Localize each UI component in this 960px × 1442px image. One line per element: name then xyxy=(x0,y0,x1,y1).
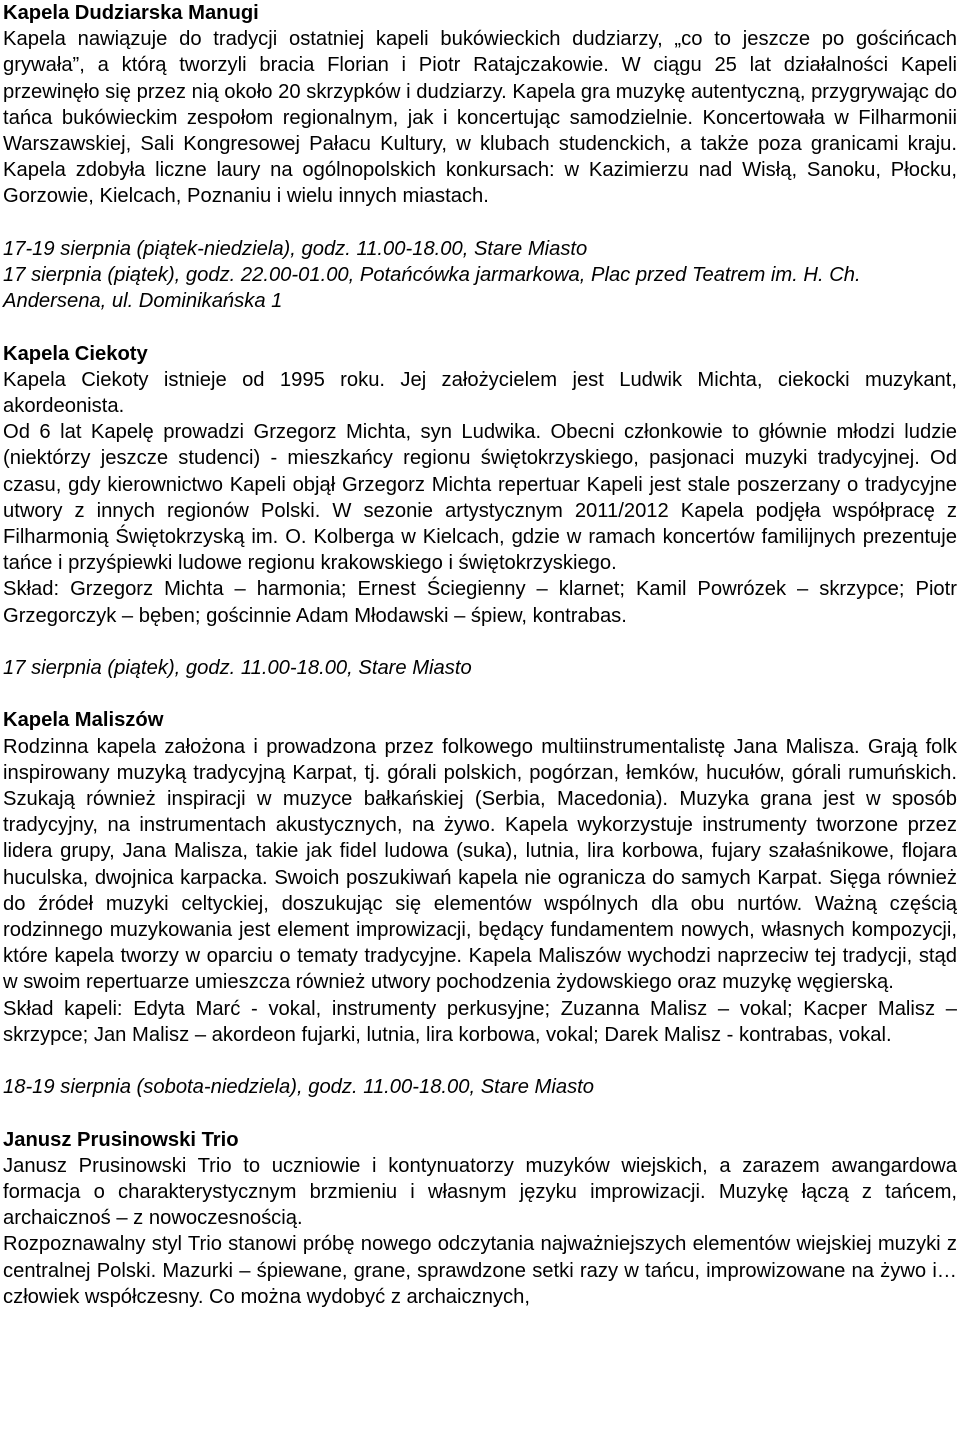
document-page xyxy=(3,0,957,1310)
spacer xyxy=(3,629,957,655)
section-kapela-dudziarska-manugi xyxy=(3,0,957,314)
section-paragraph: Janusz Prusinowski Trio to uczniowie i kontynuatorzy muzyków wiejskich, a zarazem awangardowa formacja o charakterystycznym brzmieniu i własnym języku improwizacji. Muzykę łączą z tańcem, archaicznoś – z nowoczesnością. xyxy=(3,1154,957,1230)
section-heading: Janusz Prusinowski Trio xyxy=(3,1128,239,1151)
event-info: 17 sierpnia (piątek), godz. 22.00-01.00, Potańcówka jarmarkowa, Plac przed Teatrem im. H. Ch. Andersena, ul. Dominikańska 1 xyxy=(3,264,861,313)
section-paragraph: Rodzinna kapela założona i prowadzona przez folkowego multiinstrumentalistę Jana Malisza. Grają folk inspirowany muzyką tradycyjną Karpat, tj. górali polskich, pogórzan, łemków, hucułów, górali rumuńskich. Szukają również inspiracji w muzyce bałkańskiej (Serbia, Macedonia). Muzyka grana jest w sposób tradycyjny, na instrumentach akustycznych, na żywo. Kapela wykorzystuje instrumenty tworzone przez lidera grupy, Jana Malisza, takie jak fidel ludowa (suka), lutnia, lira korbowa, fujary szałaśnikowe, flojara huculska, dwojnica karpacka. Swoich poszukiwań kapela nie ogranicza do samych Karpat. Sięga również do źródeł muzyki celtyckiej, doszukując się elementów wspólnych dla obu nurtów. Ważną częścią rodzinnego muzykowania jest element improwizacji, będący fundamentem nowych, własnych kompozycji, które kapela tworzy w oparciu o tematy tradycyjne. Kapela Maliszów wychodzi naprzeciw tej tradycji, stąd w swoim repertuarze umieszcza również utwory pochodzenia żydowskiego oraz muzykę węgierską. xyxy=(3,735,957,994)
spacer xyxy=(3,681,957,707)
spacer xyxy=(3,314,957,340)
spacer xyxy=(3,1048,957,1074)
section-paragraph: Skład kapeli: Edyta Marć - vokal, instrumenty perkusyjne; Zuzanna Malisz – vokal; Kacper Malisz – skrzypce; Jan Malisz – akordeon fujarki, lutnia, lira korbowa, vokal; Darek Malisz - kontrabas, vokal. xyxy=(3,997,957,1046)
spacer xyxy=(3,1100,957,1126)
section-janusz-prusinowski-trio xyxy=(3,1127,957,1310)
section-kapela-maliszow xyxy=(3,707,957,1100)
section-kapela-ciekoty xyxy=(3,341,957,682)
section-heading: Kapela Dudziarska Manugi xyxy=(3,2,259,24)
event-info: 17 sierpnia (piątek), godz. 11.00-18.00, Stare Miasto xyxy=(3,657,472,680)
spacer xyxy=(3,210,957,236)
section-paragraph: Kapela nawiązuje do tradycji ostatniej kapeli bukówieckich dudziarzy, „co to jeszcze po gościńcach grywała”, a którą tworzyli bracia Florian i Piotr Ratajczakowie. W ciągu 25 lat działalności Kapeli przewinęło się przez nią około 20 skrzypków i dudziarzy. Kapela gra muzykę autentyczną, przygrywając do tańca bukówieckim zespołom regionalnym, jak i koncertując samodzielnie. Koncertowała w Filharmonii Warszawskiej, Sali Kongresowej Pałacu Kultury, w klubach studenckich, a także poza granicami kraju. Kapela zdobyła liczne laury na ogólnopolskich konkursach: w Kazimierzu nad Wisłą, Sanoku, Płocku, Gorzowie, Kielcach, Poznaniu i wielu innych miastach. xyxy=(3,28,957,208)
section-heading: Kapela Maliszów xyxy=(3,709,164,732)
section-paragraph: Skład: Grzegorz Michta – harmonia; Ernest Ściegienny – klarnet; Kamil Powrózek – skrzypce; Piotr Grzegorczyk – bęben; gościnnie Adam Młodawski – śpiew, kontrabas. xyxy=(3,578,957,627)
event-info: 18-19 sierpnia (sobota-niedziela), godz. 11.00-18.00, Stare Miasto xyxy=(3,1076,595,1099)
event-info: 17-19 sierpnia (piątek-niedziela), godz. 11.00-18.00, Stare Miasto xyxy=(3,237,588,260)
section-paragraph: Od 6 lat Kapelę prowadzi Grzegorz Michta, syn Ludwika. Obecni członkowie to głównie młodzi ludzie (niektórzy jeszcze studenci) - mieszkańcy regionu świętokrzyskiego, pasjonaci muzyki tradycyjnej. Od czasu, gdy kierownictwo Kapeli objął Grzegorz Michta repertuar Kapeli jest stale poszerzany o tradycyjne utwory z innych regionów Polski. W sezonie artystycznym 2011/2012 Kapela podjęła współpracę z Filharmonią Świętokrzyską im. O. Kolberga w Kielcach, gdzie w ramach koncertów familijnych prezentuje tańce i przyśpiewki ludowe regionu krakowskiego i świętokrzyskiego. xyxy=(3,421,957,575)
section-paragraph: Kapela Ciekoty istnieje od 1995 roku. Jej założycielem jest Ludwik Michta, ciekocki muzykant, akordeonista. xyxy=(3,368,957,418)
section-heading: Kapela Ciekoty xyxy=(3,342,148,365)
section-paragraph: Rozpoznawalny styl Trio stanowi próbę nowego odczytania najważniejszych elementów wiejskiej muzyki z centralnej Polski. Mazurki – śpiewane, grane, sprawdzone setki razy w tańcu, improwizowane na żywo i… człowiek współczesny. Co można wydobyć z archaicznych, xyxy=(3,1233,957,1308)
